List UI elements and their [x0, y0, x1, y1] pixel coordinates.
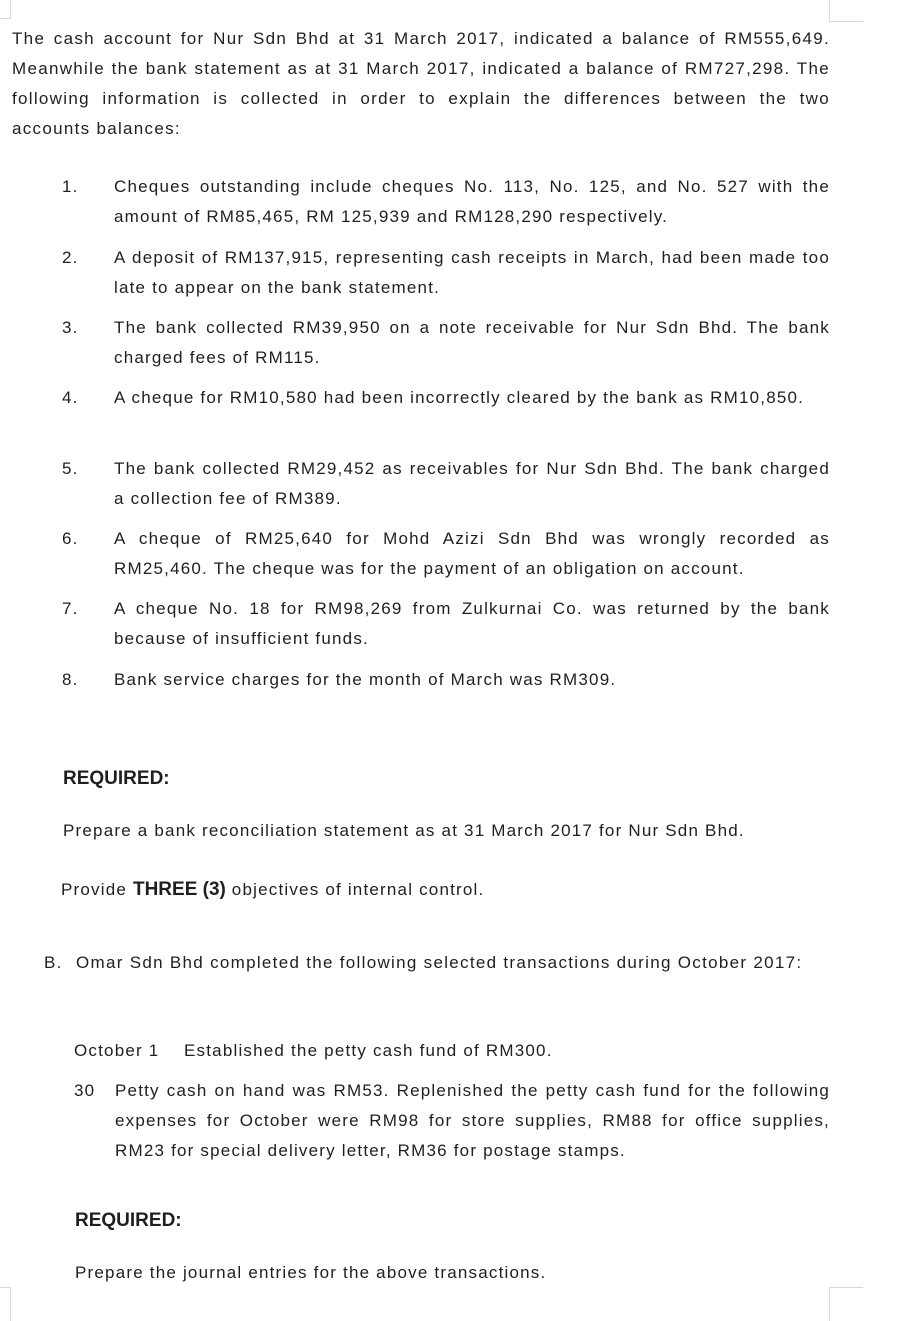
section-a-intro: The cash account for Nur Sdn Bhd at 31 March 2017, indicated a balance of RM555,649. Meanwhile the bank statement as at 31 March 2017, indicated a balance of RM727,298. The following information is collected in order to explain the differences between the two accounts balances: — [12, 29, 830, 138]
objectives-count: THREE (3) — [132, 879, 226, 900]
list-item-number: 1. — [62, 177, 79, 196]
list-item-text: The bank collected RM39,950 on a note receivable for Nur Sdn Bhd. The bank charged fees of RM115. — [114, 318, 830, 367]
page-corner-mark-top-left — [0, 0, 11, 19]
page-corner-mark-bottom-left — [0, 1287, 11, 1321]
transaction-row — [74, 1036, 834, 1066]
list-item — [62, 524, 830, 584]
transaction-date: October 1 — [74, 1041, 160, 1060]
list-item-number: 3. — [62, 318, 79, 337]
list-item-number: 6. — [62, 529, 79, 548]
list-item-number: 7. — [62, 599, 79, 618]
required-task: Prepare a bank reconciliation statement as at 31 March 2017 for Nur Sdn Bhd. — [63, 821, 745, 840]
required-task-b: Prepare the journal entries for the above transactions. — [75, 1263, 547, 1282]
list-item-text: A cheque of RM25,640 for Mohd Azizi Sdn Bhd was wrongly recorded as RM25,460. The cheque was for the payment of an obligation on account. — [114, 529, 830, 578]
list-item — [62, 313, 830, 373]
list-item-number: 5. — [62, 459, 79, 478]
required-heading-b: REQUIRED: — [75, 1210, 182, 1231]
list-item-text: Cheques outstanding include cheques No. 113, No. 125, and No. 527 with the amount of RM85,465, RM 125,939 and RM128,290 respectively. — [114, 177, 830, 226]
list-item-text: A deposit of RM137,915, representing cash receipts in March, had been made too late to appear on the bank statement. — [114, 248, 830, 297]
objectives-question — [61, 878, 484, 902]
list-item — [62, 665, 830, 695]
transaction-text: Petty cash on hand was RM53. Replenished the petty cash fund for the following expenses for October were RM98 for store supplies, RM88 for office supplies, RM23 for special delivery letter, RM36 for postage stamps. — [115, 1081, 830, 1160]
transaction-row — [74, 1076, 830, 1166]
list-item-text: A cheque No. 18 for RM98,269 from Zulkurnai Co. was returned by the bank because of insufficient funds. — [114, 599, 830, 648]
transaction-date: 30 — [74, 1081, 96, 1100]
list-item — [62, 594, 830, 654]
list-item-text: A cheque for RM10,580 had been incorrectly cleared by the bank as RM10,850. — [114, 388, 805, 407]
list-item — [62, 383, 830, 413]
list-item — [62, 243, 830, 303]
required-heading: REQUIRED: — [63, 768, 170, 789]
list-item-number: 8. — [62, 670, 79, 689]
section-b — [44, 948, 830, 978]
objectives-suffix: objectives of internal control. — [225, 880, 485, 899]
page-corner-mark-top-right — [829, 0, 863, 22]
list-item-text: The bank collected RM29,452 as receivables for Nur Sdn Bhd. The bank charged a collection fee of RM389. — [114, 459, 830, 508]
list-item-number: 4. — [62, 388, 79, 407]
list-item-text: Bank service charges for the month of March was RM309. — [114, 670, 617, 689]
page-corner-mark-bottom-right — [829, 1287, 863, 1321]
list-item — [62, 172, 830, 232]
list-item — [62, 454, 830, 514]
objectives-prefix: Provide — [61, 880, 133, 899]
section-b-label: B. — [44, 953, 63, 972]
list-item-number: 2. — [62, 248, 79, 267]
transaction-text: Established the petty cash fund of RM300. — [184, 1041, 553, 1060]
section-b-intro: Omar Sdn Bhd completed the following selected transactions during October 2017: — [76, 953, 803, 972]
